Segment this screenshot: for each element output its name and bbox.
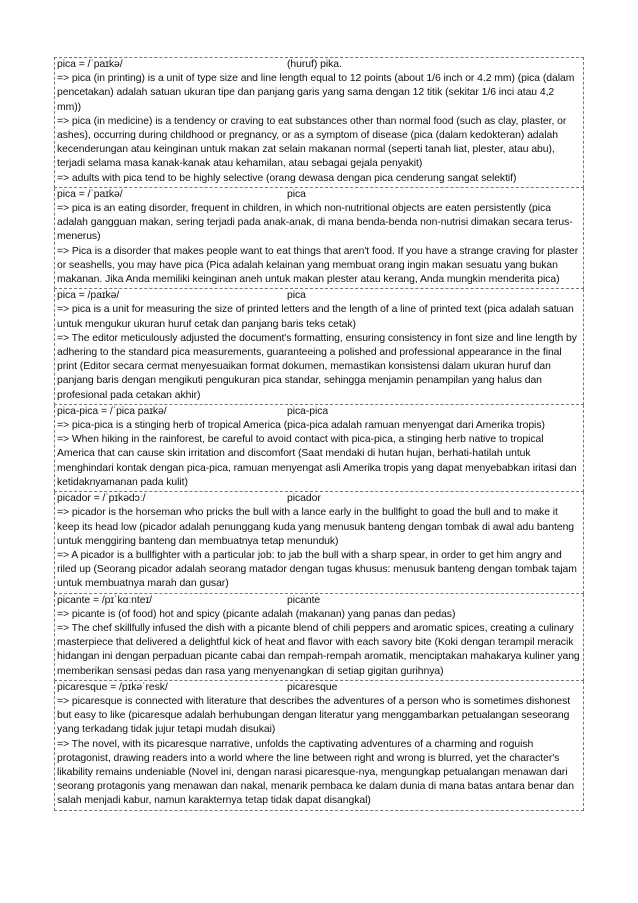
entry-definition: => pica (in medicine) is a tendency or craving to eat substances other than normal food (such as clay, plaster, or ashes), occurring during childhood or pregnancy, or as a symptom of disease (pica (dalam kedokteran) adalah kecenderungan atau keinginan untuk makan zat selain makanan normal (seperti tanah liat, plester, atau abu), terjadi selama masa kanak-kanak atau kehamilan, atau sebagai gejala penyakit) [57, 115, 567, 170]
dictionary-entry-pica-1 [54, 57, 584, 188]
dictionary-entry-picante [54, 594, 584, 681]
entry-definition: => picante is (of food) hot and spicy (picante adalah (makanan) yang panas dan pedas) [57, 608, 456, 620]
entry-translation: pica [287, 188, 306, 200]
entry-header [57, 188, 581, 202]
entry-term: picaresque = /pɪkəˈresk/ [57, 681, 168, 693]
entry-term: pica = /paɪkə/ [57, 290, 120, 302]
entry-definition: => picaresque is connected with literature that describes the adventures of a person who is sometimes dishonest but easy to like (picaresque adalah berhubungan dengan literatur yang menggambarkan petualangan seseorang yang terkadang tidak jujur tetapi mudah disukai) [57, 695, 571, 736]
entry-definition: => pica is a unit for measuring the size of printed letters and the length of a line of printed text (pica adalah satuan untuk mengukur ukuran huruf cetak dan panjang baris teks cetak) [57, 304, 574, 330]
dictionary-document [54, 57, 584, 811]
entry-translation: picante [287, 594, 321, 606]
entry-term: pica = /ˈpaɪkə/ [57, 59, 123, 70]
entry-definition: => pica (in printing) is a unit of type size and line length equal to 12 points (about 1/6 inch or 4.2 mm) (pica (dalam pencetakan) adalah satuan ukuran tipe dan panjang garis yang sama dengan 12 titik (sekitar 1/6 inci atau 4,2 mm)) [57, 73, 575, 113]
dictionary-entry-picador [54, 492, 584, 593]
dictionary-entry-picaresque [54, 681, 584, 811]
entry-definition: => pica is an eating disorder, frequent in children, in which non-nutritional objects are eaten persistently (pica adalah gangguan makan, sering terjadi pada anak-anak, di mana benda-benda non-nutrisi dimakan secara terus-menerus) [57, 203, 573, 243]
entry-example: => Pica is a disorder that makes people want to eat things that aren't food. If you have a strange craving for plaster or seashells, you may have pica (Pica adalah kelainan yang membuat orang ingin makan sesuatu yang bukan makanan. Jika Anda memiliki keinginan aneh untuk makan plester atau kerang, Anda mungkin menderita pica) [57, 245, 579, 286]
entry-header [57, 594, 581, 608]
entry-definition: => picador is the horseman who pricks the bull with a lance early in the bullfight to goad the bull and to make it keep its head low (picador adalah penunggang kuda yang menusuk banteng dengan tombak di awal adu banteng untuk menggiring banteng dan membuatnya tetap menunduk) [57, 507, 575, 547]
entry-header [57, 681, 581, 695]
entry-translation: (huruf) pika. [287, 59, 342, 70]
entry-example: => The editor meticulously adjusted the document's formatting, ensuring consistency in font size and line length by adhering to the standard pica measurements, guaranteeing a polished and professional appearance in the final print (Editor secara cermat menyesuaikan format dokumen, memastikan konsistensi dalam ukuran huruf dan panjang baris dengan mengikuti pengukuran pica standar, sehingga menjamin penampilan yang halus dan profesional pada cetakan akhir) [57, 332, 577, 401]
entry-translation: picador [287, 493, 321, 505]
entry-term: picador = /ˈpɪkədɔː/ [57, 493, 146, 505]
entry-term: picante = /pɪˈkɑːnteɪ/ [57, 594, 152, 606]
entry-example: => The chef skillfully infused the dish with a picante blend of chili peppers and aromatic spices, creating a culinary masterpiece that delivered a delightful kick of heat and flavor with each savory bite (Koki dengan terampil meracik hidangan ini dengan perpaduan picante cabai dan rempah-rempah aromatik, menciptakan mahakarya kuliner yang memberikan sensasi pedas dan rasa yang menyenangkan di setiap gigitan gurihnya) [57, 622, 580, 677]
entry-term: pica-pica = /ˈpica paɪkə/ [57, 405, 167, 417]
entry-example: => The novel, with its picaresque narrative, unfolds the captivating adventures of a charming and roguish protagonist, drawing readers into a world where the line between right and wrong is blurred, yet the character's likability remains undeniable (Novel ini, dengan narasi picaresque-nya, mengungkap petualangan menawan dari seorang protagonis yang menawan dan nakal, menarik pembaca ke dalam dunia di mana batas antara benar dan salah menjadi kabur, namun karakternya tetap tidak dapat disangkal) [57, 738, 574, 807]
entry-translation: pica-pica [287, 405, 329, 417]
entry-example: => When hiking in the rainforest, be careful to avoid contact with pica-pica, a stinging herb native to tropical America that can cause skin irritation and discomfort (Saat mendaki di hutan hujan, berhati-hatilah untuk menghindari kontak dengan pica-pica, ramuan menyengat asli Amerika tropis yang dapat menyebabkan iritasi dan ketidaknyamanan pada kulit) [57, 434, 577, 488]
dictionary-entry-pica-3 [54, 289, 584, 405]
entry-term: pica = /ˈpaɪkə/ [57, 188, 123, 200]
entry-header [57, 58, 581, 72]
entry-example: => adults with pica tend to be highly selective (orang dewasa dengan pica cenderung sangat selektif) [57, 172, 517, 184]
dictionary-entry-pica-2 [54, 188, 584, 289]
dictionary-entry-pica-pica [54, 405, 584, 492]
entry-translation: pica [287, 290, 306, 302]
entry-definition: => pica-pica is a stinging herb of tropical America (pica-pica adalah ramuan menyengat dari Amerika tropis) [57, 420, 545, 432]
entry-header [57, 289, 581, 303]
entry-header [57, 405, 581, 419]
entry-translation: picaresque [287, 681, 338, 693]
entry-example: => A picador is a bullfighter with a particular job: to jab the bull with a sharp spear, in order to get him angry and riled up (Seorang picador adalah seorang matador dengan tugas khusus: menusuk banteng dengan tombak tajam untuk membuatnya marah dan gusar) [57, 549, 577, 590]
entry-header [57, 492, 581, 506]
